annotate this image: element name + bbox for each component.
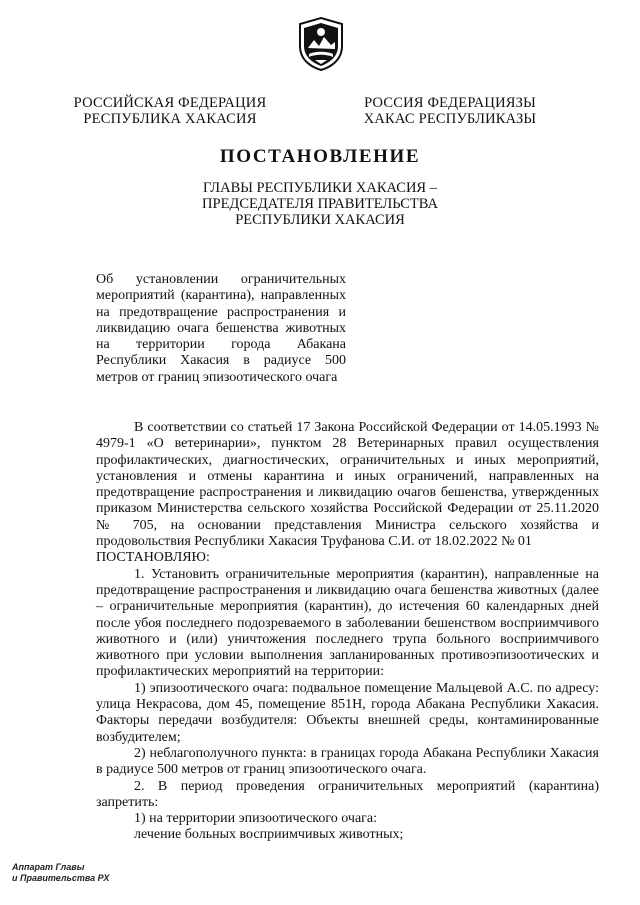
document-body bbox=[96, 420, 599, 844]
item-2: 2. В период проведения ограничительных мероприятий (карантина) запретить: bbox=[96, 778, 599, 810]
footer-line1: Аппарат Главы bbox=[12, 862, 85, 872]
header-left-line2: РЕСПУБЛИКА ХАКАСИЯ bbox=[83, 111, 257, 127]
issuer-line1: ГЛАВЫ РЕСПУБЛИКИ ХАКАСИЯ – bbox=[203, 180, 437, 196]
header-khakas bbox=[350, 95, 550, 127]
item-2-1: 1) на территории эпизоотического очага: bbox=[134, 811, 378, 827]
header-left-line1: РОССИЙСКАЯ ФЕДЕРАЦИЯ bbox=[73, 95, 267, 111]
footer-line2: и Правительства РХ bbox=[12, 873, 110, 883]
document-issuer bbox=[170, 180, 470, 228]
item-1-1: 1) эпизоотического очага: подвальное помещение Мальцевой А.С. по адресу: улица Некрасова, дом 45, помещение 851Н, города Абакана Республики Хакасия. Факторы передачи возбудителя: Объекты внешней среды, контаминированные возбудителем; bbox=[96, 680, 599, 745]
item-1-2: 2) неблагополучного пункта: в границах города Абакана Республики Хакасия в радиусе 500 метров от границ эпизоотического очага. bbox=[96, 745, 599, 778]
document-subject: Об установлении ограничительных мероприятий (карантина), направленных на предотвращение распространения и ликвидацию очага бешенства животных на территории города Абакана Республики Хакасия в радиусе 500 метров от границ эпизоотического очага bbox=[96, 272, 346, 385]
preamble-paragraph: В соответствии со статьей 17 Закона Российской Федерации от 14.05.1993 № 4979-1 «О ветеринарии», пунктом 28 Ветеринарных правил осуществления профилактических, диагностических, ограничительных и иных мероприятий, установления и отмены карантина и иных ограничений, направленных на предотвращение распространения и ликвидацию очагов бешенства, утвержденных приказом Министерства сельского хозяйства Российской Федерации от 25.11.2020 № 705, на основании представления Министра сельского хозяйства и продовольствия Республики Хакасия Труфанова С.И. от 18.02.2022 № 01 bbox=[96, 420, 599, 550]
issuer-line3: РЕСПУБЛИКИ ХАКАСИЯ bbox=[235, 212, 405, 228]
footer-stamp bbox=[12, 862, 109, 884]
document-title: ПОСТАНОВЛЕНИЕ bbox=[219, 146, 421, 167]
header-right-line1: РОССИЯ ФЕДЕРАЦИЯЗЫ bbox=[364, 95, 536, 111]
decree-word: ПОСТАНОВЛЯЮ: bbox=[96, 550, 210, 566]
issuer-line2: ПРЕДСЕДАТЕЛЯ ПРАВИТЕЛЬСТВА bbox=[202, 196, 438, 212]
header-russian bbox=[70, 95, 270, 127]
item-2-1-a: лечение больных восприимчивых животных; bbox=[134, 827, 404, 843]
header-right-line2: ХАКАС РЕСПУБЛИКАЗЫ bbox=[363, 111, 537, 127]
item-1: 1. Установить ограничительные мероприятия (карантин), направленные на предотвращение распространения и ликвидацию очага бешенства животных (далее – ограничительные мероприятия (карантин), до истечения 60 календарных дней после убоя последнего подозреваемого в заболевании бешенством восприимчивого животного и (или) уничтожения последнего трупа больного восприимчивого животного при условии выполнения запланированных противоэпизоотических и профилактических мероприятий на территории: bbox=[96, 566, 599, 680]
coat-of-arms-icon bbox=[295, 16, 347, 72]
